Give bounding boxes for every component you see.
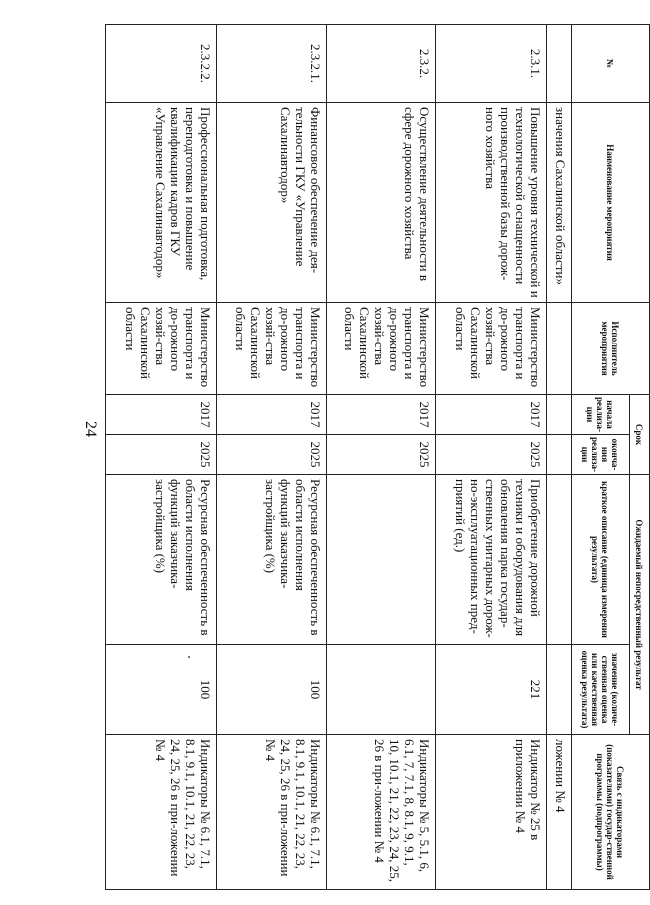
header-measure-name: Наименование мероприятия [572,103,650,303]
cell-result-description [547,475,572,645]
cell-result-description: Ресурсная обеспеченность в области исполнения функций заказчика-застройщика (%) [106,475,217,645]
cell-number: 2.3.2.1. [216,25,326,103]
cell-indicator-link: Индикаторы № 6.1, 7.1, 8.1, 9.1, 10.1, 21, 22, 23, 24, 25, 26 в при-ложении № 4 [106,735,217,890]
header-indicator-link: Связь с индикаторами (показателями) государ-ственной программы (подпрограммы) [572,735,650,890]
header-executor: Исполнитель мероприятия [572,303,650,395]
cell-result-value [547,645,572,735]
table-row [106,25,217,890]
cell-term-end: 2025 [436,435,547,475]
header-term: Срок [630,395,650,475]
cell-indicator-link: Индикатор № 25 в приложении № 4 [436,735,547,890]
rotated-table-area [105,24,650,889]
cell-result-description [326,475,436,645]
header-term-start: начала реализа-ции [572,395,630,435]
cell-term-start: 2017 [326,395,436,435]
cell-executor: Министерство транспорта и до-рожного хозяй-ства Сахалинской области [326,303,436,395]
cell-result-value: 221 [436,645,547,735]
header-number: № [572,25,650,103]
cell-term-start: 2017 [216,395,326,435]
header-result-description: краткое описание (единица измерения результата) [572,475,630,645]
cell-term-end: 2025 [106,435,217,475]
cell-measure-name: Финансовое обеспечение дея-тельности ГКУ «Управление Сахалинавтодор» [216,103,326,303]
cell-result-description: Приобретение дорожной техники и оборудования для обновления парка государ-ственных унитарных дорож-но-эксплуатационных пред-приятий (ед.) [436,475,547,645]
cell-executor: Министерство транспорта и до-рожного хозяй-ства Сахалинской области [106,303,217,395]
cell-indicator-link: Индикаторы № 6.1, 7.1, 8.1, 9.1, 10.1, 21, 22, 23, 24, 25, 26 в при-ложении № 4 [216,735,326,890]
cell-term-start: 2017 [106,395,217,435]
cell-number: 2.3.1. [436,25,547,103]
table-row [436,25,547,890]
cell-indicator-link: ложении № 4 [547,735,572,890]
cell-term-end [547,435,572,475]
cell-result-value [326,645,436,735]
program-measures-table [105,24,650,890]
table-row-continuation [547,25,572,890]
cell-number [547,25,572,103]
cell-term-start [547,395,572,435]
header-expected-result: Ожидаемый непосредственный результат [630,475,650,735]
header-result-value: значение (количе-ственная оценка или качественная оценка результата) [572,645,630,735]
cell-result-description: Ресурсная обеспеченность в области исполнения функций заказчика-застройщика (%) [216,475,326,645]
cell-result-value: 100 [106,645,217,735]
cell-measure-name: Осуществление деятельности в сфере дорожного хозяйства [326,103,436,303]
header-term-end: оконча-ния реализа-ции [572,435,630,475]
cell-executor [547,303,572,395]
cell-number: 2.3.2.2. [106,25,217,103]
cell-measure-name: Профессиональная подготовка, переподготовка и повышение квалификации кадров ГКУ «Управление Сахалинавтодор» [106,103,217,303]
cell-indicator-link: Индикаторы № 5, 5.1, 6, 6.1, 7, 7.1, 8, 8.1, 9, 9.1, 10, 10.1, 21, 22, 23, 24, 25, 26 в при-ложении № 4 [326,735,436,890]
table-row [216,25,326,890]
table-row [326,25,436,890]
cell-number: 2.3.2. [326,25,436,103]
cell-measure-name: Повышение уровня технической и технологической оснащенности производственной базы дорож-ного хозяйства [436,103,547,303]
rotated-table-container [105,24,650,889]
page-number: 24 [82,421,99,437]
cell-result-value: 100 [216,645,326,735]
cell-term-end: 2025 [326,435,436,475]
cell-measure-name: значения Сахалинской области» [547,103,572,303]
cell-executor: Министерство транспорта и до-рожного хозяй-ства Сахалинской области [436,303,547,395]
cell-term-end: 2025 [216,435,326,475]
cell-term-start: 2017 [436,395,547,435]
cell-executor: Министерство транспорта и до-рожного хозяй-ства Сахалинской области [216,303,326,395]
